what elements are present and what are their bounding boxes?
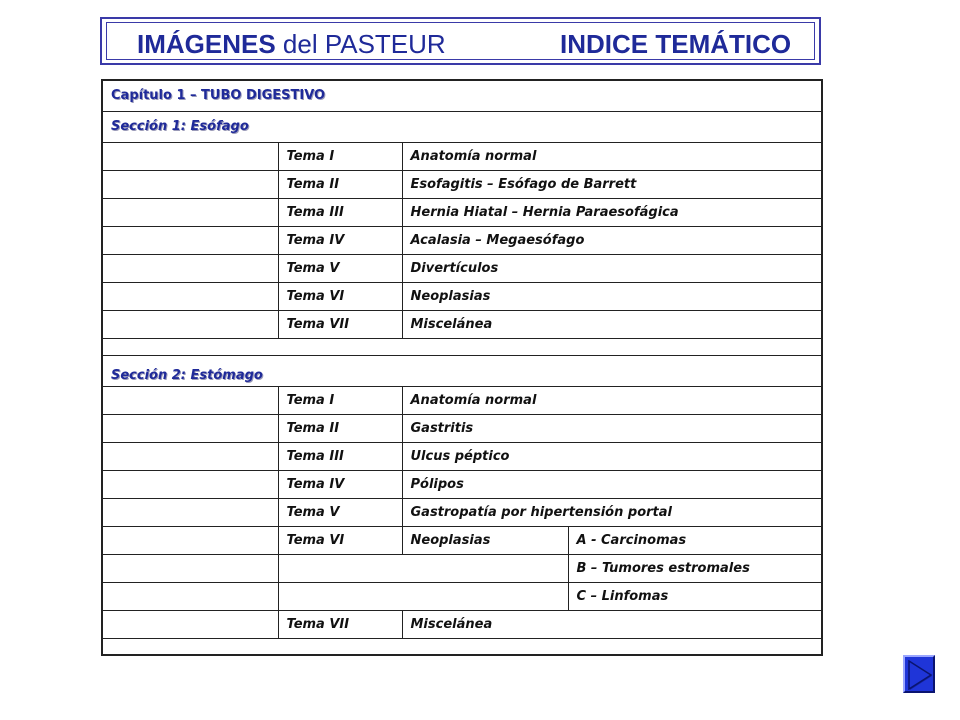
table-row[interactable] <box>102 470 822 498</box>
tema-link[interactable]: Ulcus péptico <box>402 442 822 470</box>
thematic-index-table <box>101 79 823 656</box>
table-row[interactable] <box>102 254 822 282</box>
chapter-heading: Capítulo 1 – TUBO DIGESTIVO <box>102 80 822 111</box>
tema-label: Tema VI <box>278 526 402 554</box>
tema-link[interactable]: Pólipos <box>402 470 822 498</box>
tema-label: Tema I <box>278 386 402 414</box>
tema-link[interactable]: Acalasia – Megaesófago <box>402 226 822 254</box>
table-row[interactable] <box>102 198 822 226</box>
tema-link[interactable]: Anatomía normal <box>402 142 822 170</box>
table-row[interactable] <box>102 498 822 526</box>
table-row[interactable] <box>102 386 822 414</box>
tema-label: Tema II <box>278 414 402 442</box>
tema-link[interactable]: Miscelánea <box>402 610 822 638</box>
tema-label: Tema III <box>278 198 402 226</box>
next-slide-button[interactable] <box>903 655 935 693</box>
table-row[interactable] <box>102 526 822 554</box>
table-row[interactable] <box>102 582 822 610</box>
tema-label: Tema V <box>278 498 402 526</box>
section-heading-esofago: Sección 1: Esófago <box>102 111 822 142</box>
tema-label: Tema III <box>278 442 402 470</box>
tema-label: Tema V <box>278 254 402 282</box>
table-row[interactable] <box>102 310 822 338</box>
tema-link[interactable]: Neoplasias <box>402 526 568 554</box>
tema-link[interactable]: Anatomía normal <box>402 386 822 414</box>
tema-link[interactable]: Esofagitis – Esófago de Barrett <box>402 170 822 198</box>
tema-link[interactable]: Neoplasias <box>402 282 822 310</box>
tema-label: Tema IV <box>278 470 402 498</box>
tema-link[interactable]: Gastritis <box>402 414 822 442</box>
table-row[interactable] <box>102 414 822 442</box>
tema-label: Tema VII <box>278 310 402 338</box>
tema-link[interactable]: Divertículos <box>402 254 822 282</box>
play-next-icon <box>907 660 933 690</box>
tema-link[interactable]: Miscelánea <box>402 310 822 338</box>
presentation-title: IMÁGENES del PASTEUR <box>137 29 446 59</box>
tema-link[interactable]: Gastropatía por hipertensión portal <box>402 498 822 526</box>
title-banner-inner <box>106 22 815 60</box>
subtopic-link[interactable]: C – Linfomas <box>568 582 822 610</box>
tema-label: Tema VI <box>278 282 402 310</box>
tema-label: Tema IV <box>278 226 402 254</box>
table-row[interactable] <box>102 142 822 170</box>
table-row[interactable] <box>102 442 822 470</box>
section-heading-estomago: Sección 2: Estómago <box>102 355 822 386</box>
table-row[interactable] <box>102 610 822 638</box>
table-row[interactable] <box>102 226 822 254</box>
tema-label: Tema II <box>278 170 402 198</box>
subtopic-link[interactable]: B – Tumores estromales <box>568 554 822 582</box>
title-banner <box>100 17 821 65</box>
table-row[interactable] <box>102 554 822 582</box>
index-title: INDICE TEMÁTICO <box>560 29 792 59</box>
tema-link[interactable]: Hernia Hiatal – Hernia Paraesofágica <box>402 198 822 226</box>
subtopic-link[interactable]: A - Carcinomas <box>568 526 822 554</box>
spacer-row <box>102 338 822 355</box>
tema-label: Tema I <box>278 142 402 170</box>
table-row[interactable] <box>102 282 822 310</box>
tema-label: Tema VII <box>278 610 402 638</box>
table-row[interactable] <box>102 170 822 198</box>
spacer-row <box>102 638 822 655</box>
